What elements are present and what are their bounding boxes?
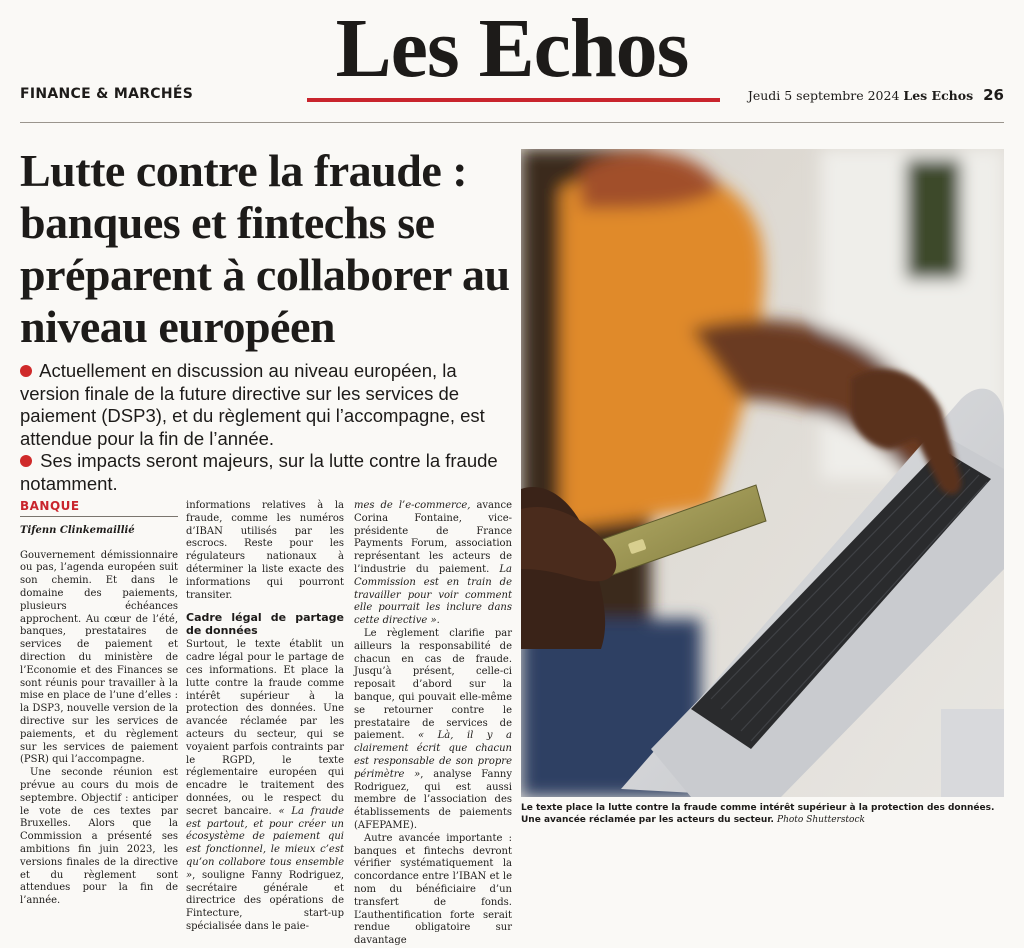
masthead-logo: Les Echos [335,2,689,95]
body-paragraph: Une seconde réunion est prévue au cours du mois de septembre. Objectif : anticiper le vote de ces textes par Bruxelles. Alors que la Commission a présenté ses ambitions fin juin 2023, les versions finales de la directive et du règlement sont attendues pour la fin de l’année. [20,767,178,907]
article-headline: Lutte contre la fraude : banques et fintechs se préparent à collaborer au niveau européen [20,145,510,352]
body-paragraph: informations relatives à la fraude, comme les numéros d’IBAN utilisés par les escrocs. Reste pour les régulateurs nationaux à déterminer la liste exacte des informations qui pourront transiter. [186,500,344,601]
body-text: , souligne Fanny Rodriguez, secrétaire générale et directrice des opérations de Fintecture, start-up spécialisée dans le paie- [186,869,344,932]
body-paragraph [354,500,512,628]
photo-caption [521,802,1004,826]
rubric-rule [20,516,178,517]
caption-text: Le texte place la lutte contre la fraude comme intérêt supérieur à la protection des données. Une avancée réclamée par les acteurs du secteur. [521,803,995,825]
article-column-1 [20,500,178,908]
issue-line [748,86,1004,104]
body-quote: « La fraude est partout, et pour créer un écosystème de paiement qui est fonctionnel, le mieux c’est qu’on collabore tous ensemble » [186,805,345,881]
standfirst-point-1 [20,360,505,450]
body-paragraph [354,628,512,833]
body-quote: « Là, il y a clairement écrit que chacun est responsable de son propre périmètre » [354,730,512,780]
body-quote: La Commission est en train de travailler pour voir comment elle pourrait les inclure dans cette directive » [354,563,512,627]
article-standfirst [20,360,505,495]
article-byline: Tifenn Clinkemaillié [20,524,135,536]
article-photo [521,149,1004,797]
body-text: Surtout, le texte établit un cadre légal pour le partage de ces informations. Et place la lutte contre la fraude comme intérêt supérieur à la protection des données. Une avancée réclamée par les acteurs du secteur, qui se voyaient parfois contraints par le RGPD, le texte réglementaire européen qui encadre le traitement des données, ou le respect du secret bancaire. [186,639,344,817]
issue-date: Jeudi 5 septembre 2024 [747,88,900,103]
body-quote: mes de l’e-commerce, [354,500,471,511]
bullet-dot [20,455,32,467]
page-number: 26 [983,86,1004,104]
photo-credit: Photo Shutterstock [777,815,865,825]
standfirst-point-2 [20,450,505,495]
body-text: avance Corina Fontaine, vice-présidente de France Payments Forum, association représentant les acteurs de l’industrie du paiement. [354,500,512,575]
body-paragraph: Autre avancée importante : banques et fintechs devront vérifier systématiquement la concordance entre l’IBAN et le nom du bénéficiaire d’un transfert de fonds. L’authentification forte serait rendue obligatoire sur davantage [354,832,512,947]
section-label: FINANCE & MARCHÉS [20,86,194,102]
body-paragraph [186,639,344,933]
body-paragraph: Gouvernement démissionnaire ou pas, l’agenda européen suit son chemin. Et dans le domaine des paiements, plusieurs échéances approchent. Au cœur de l’été, banques, prestataires de services de paiement et direction du ministère de l’Economie et des Finances se sont réunis pour travailler à la mise en place de l’une d’elles : la DSP3, nouvelle version de la directive sur les services de paiements, et du règlement sur les services de paiement (PSR) qui l’accompagne. [20,549,178,766]
body-text: , analyse Fanny Rodriguez, qui est aussi membre de l’association des établissements de paiements (AFEPAME). [354,768,512,831]
article-column-3 [354,500,512,948]
article-subhead: Cadre légal de partage de données [186,611,344,637]
article-rubric: BANQUE [20,499,80,513]
body-text: Le règlement clarifie par ailleurs la responsabilité de chacun en cas de fraude. Jusqu’à présent, celle-ci reposait d’abord sur la banque, qui pouvait elle-même se retourner contre le prestataire de services de paiement. [354,627,512,742]
header-rule [20,122,1004,123]
standfirst-text-1: Actuellement en discussion au niveau européen, la version finale de la future directive sur les services de paiement (DSP3), et du règlement qui l’accompagne, est attendue pour la fin de l’année. [20,360,485,449]
body-text: . [436,615,440,627]
photo-illustration [521,149,1004,797]
bullet-dot [20,365,32,377]
article-column-2 [186,500,344,934]
issue-paper-name: Les Echos [903,88,974,103]
standfirst-text-2: Ses impacts seront majeurs, sur la lutte contre la fraude notamment. [20,450,498,494]
masthead-underline [307,98,720,102]
